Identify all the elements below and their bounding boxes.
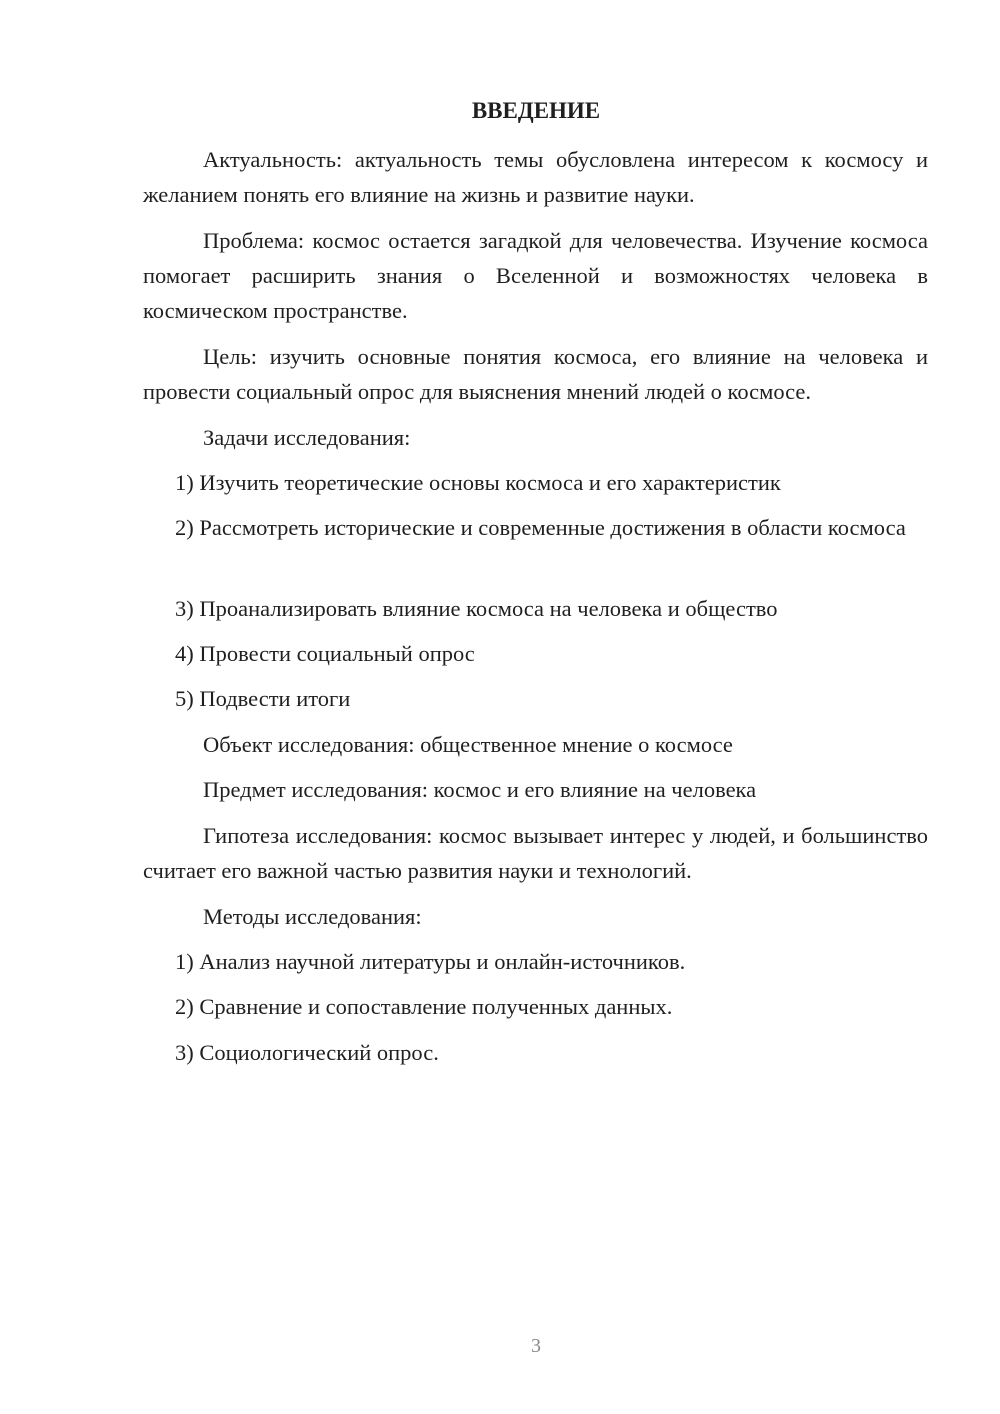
method-item-3: 3) Социологический опрос.	[175, 1040, 439, 1065]
hypothesis-paragraph: Гипотеза исследования: космос вызывает интерес у людей, и большинство считает его важной частью развития науки и технологий.	[143, 823, 928, 883]
page-number: 3	[531, 1335, 541, 1357]
tasks-heading: Задачи исследования:	[203, 425, 411, 450]
task-item-1: 1) Изучить теоретические основы космоса и его характеристик	[175, 470, 781, 495]
research-subject: Предмет исследования: космос и его влияние на человека	[203, 777, 757, 802]
goal-paragraph: Цель: изучить основные понятия космоса, его влияние на человека и провести социальный опрос для выяснения мнений людей о космосе.	[143, 344, 928, 404]
research-object: Объект исследования: общественное мнение о космосе	[203, 732, 733, 757]
relevance-paragraph: Актуальность: актуальность темы обусловлена интересом к космосу и желанием понять его влияние на жизнь и развитие науки.	[143, 147, 928, 207]
section-title: ВВЕДЕНИЕ	[471, 98, 601, 123]
problem-paragraph: Проблема: космос остается загадкой для человечества. Изучение космоса помогает расширить знания о Вселенной и возможностях человека в космическом пространстве.	[143, 228, 928, 323]
task-item-4: 4) Провести социальный опрос	[175, 641, 475, 666]
methods-heading: Методы исследования:	[203, 904, 422, 929]
method-item-2: 2) Сравнение и сопоставление полученных данных.	[175, 994, 673, 1019]
task-item-3: 3) Проанализировать влияние космоса на человека и общество	[175, 596, 778, 621]
method-item-1: 1) Анализ научной литературы и онлайн-источников.	[175, 949, 686, 974]
task-item-2: 2) Рассмотреть исторические и современные достижения в области космоса	[175, 515, 906, 540]
task-item-5: 5) Подвести итоги	[175, 686, 351, 711]
